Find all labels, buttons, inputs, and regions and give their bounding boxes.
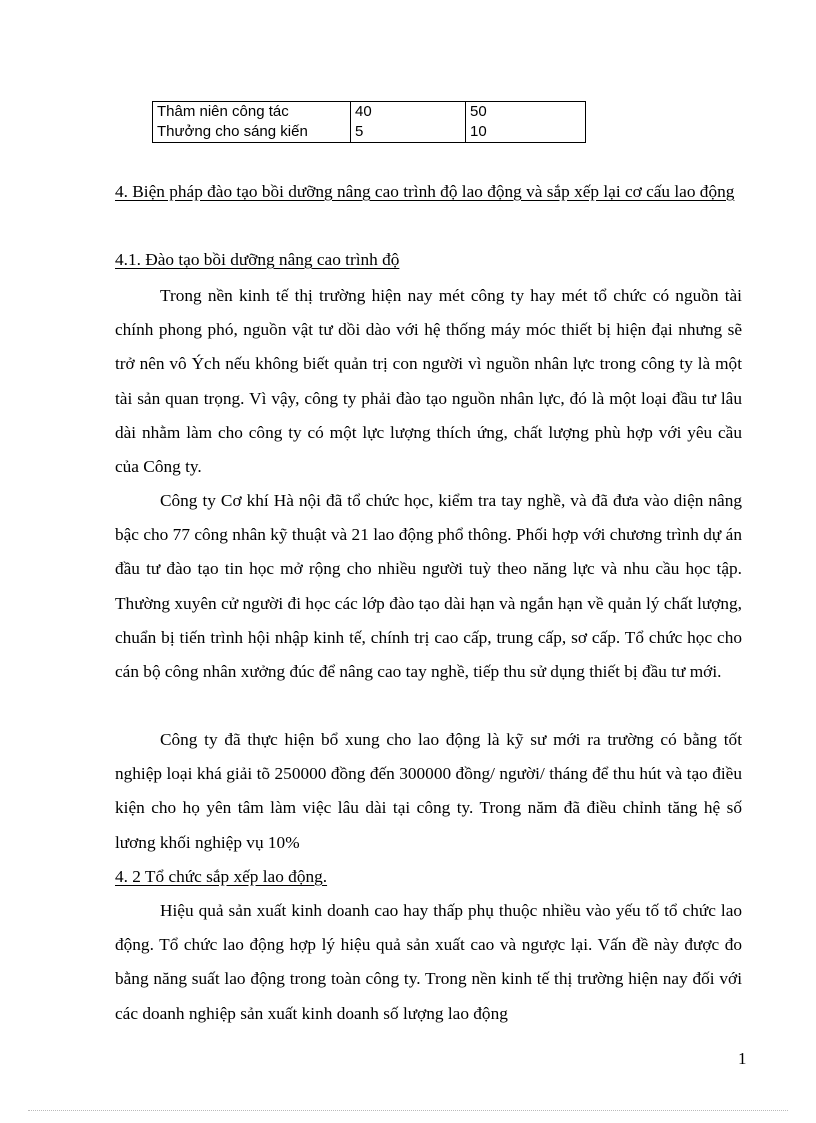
section-4-2-heading: 4. 2 Tổ chức sắp xếp lao động. [115, 867, 328, 886]
table-cell: 5 [351, 122, 466, 143]
paragraph: Trong nền kinh tế thị trường hiện nay mét công ty hay mét tổ chức có nguồn tài chính phong phó, nguồn vật tư dồi dào với hệ thống máy móc thiết bị hiện đại nhưng sẽ trở nên vô Ých nếu không biết quản trị con người vì nguồn nhân lực trong công ty là một tài sản quan trọng. Vì vậy, công ty phải đào tạo nguồn nhân lực, đó là một loại đầu tư lâu dài nhằm làm cho công ty có một lực lượng thích ứng, chất lượng phù hợp với yêu cầu của Công ty. [115, 286, 742, 477]
table-cell: 50 [466, 102, 586, 123]
table-cell: 10 [466, 122, 586, 143]
table-row [153, 102, 586, 123]
page-number: 1 [738, 1049, 747, 1068]
page-bottom-divider [28, 1110, 788, 1111]
paragraph: Công ty Cơ khí Hà nội đã tổ chức học, kiểm tra tay nghề, và đã đưa vào diện nâng bậc cho 77 công nhân kỹ thuật và 21 lao động phổ thông. Phối hợp với chương trình dự án đầu tư đào tạo tin học mở rộng cho nhiều người tuỳ theo năng lực và nhu cầu học tập. Thường xuyên cử người đi học các lớp đào tạo dài hạn và ngắn hạn về quản lý chất lượng, chuẩn bị tiến trình hội nhập kinh tế, chính trị cao cấp, trung cấp, sơ cấp. Tổ chức học cho cán bộ công nhân xưởng đúc để nâng cao tay nghề, tiếp thu sử dụng thiết bị đầu tư mới. [115, 491, 742, 682]
section-4-heading: 4. Biện pháp đào tạo bồi dưỡng nâng cao trình độ lao động và sắp xếp lại cơ cấu lao động [115, 182, 735, 201]
table-cell-label: Thưởng cho sáng kiến [153, 122, 351, 143]
reward-table [152, 101, 586, 143]
table-cell: 40 [351, 102, 466, 123]
paragraph: Công ty đã thực hiện bổ xung cho lao động là kỹ sư mới ra trường có bằng tốt nghiệp loại khá giải tõ 250000 đồng đến 300000 đồng/ người/ tháng để thu hút và tạo điều kiện cho họ yên tâm làm việc lâu dài tại công ty. Trong năm đã điều chỉnh tăng hệ số lương khối nghiệp vụ 10% [115, 730, 742, 852]
table-row [153, 122, 586, 143]
section-4-1-heading: 4.1. Đào tạo bồi dưỡng nâng cao trình độ [115, 250, 400, 269]
paragraph: Hiệu quả sản xuất kinh doanh cao hay thấp phụ thuộc nhiều vào yếu tố tổ chức lao động. Tổ chức lao động hợp lý hiệu quả sản xuất cao và ngược lại. Vấn đề này được đo bằng năng suất lao động trong toàn công ty. Trong nền kinh tế thị trường hiện nay đối với các doanh nghiệp sản xuất kinh doanh số lượng lao động [115, 901, 742, 1023]
table-cell-label: Thâm niên công tác [153, 102, 351, 123]
